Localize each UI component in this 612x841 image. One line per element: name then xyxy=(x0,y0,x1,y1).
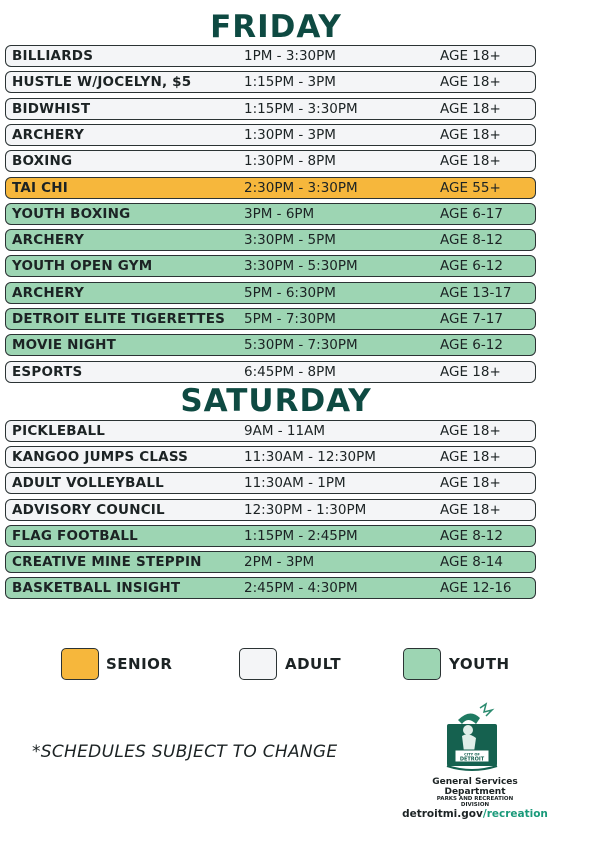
activity-time: 5PM - 6:30PM xyxy=(244,284,336,301)
activity-name: FLAG FOOTBALL xyxy=(12,527,138,544)
activity-age: AGE 55+ xyxy=(440,179,501,196)
schedule-row xyxy=(5,308,536,330)
activity-age: AGE 8-12 xyxy=(440,232,503,249)
activity-age: AGE 18+ xyxy=(440,475,501,492)
website-domain[interactable]: detroitmi.gov xyxy=(402,808,483,820)
activity-name: ARCHERY xyxy=(12,284,85,301)
activity-time: 12:30PM - 1:30PM xyxy=(244,501,367,518)
activity-age: AGE 7-17 xyxy=(440,311,503,327)
schedule-row xyxy=(5,71,536,93)
schedule-row xyxy=(5,499,536,521)
activity-time: 1PM - 3:30PM xyxy=(244,48,336,64)
department-line-1: General Services xyxy=(432,777,518,787)
activity-name: TAI CHI xyxy=(12,179,68,196)
youth-label: YOUTH xyxy=(449,655,510,673)
activity-name: BIDWHIST xyxy=(12,100,91,117)
activity-time: 11:30AM - 12:30PM xyxy=(244,449,376,466)
activity-time: 5PM - 7:30PM xyxy=(244,311,336,327)
activity-name: KANGOO JUMPS CLASS xyxy=(12,449,189,466)
schedule-row xyxy=(5,577,536,599)
activity-name: YOUTH OPEN GYM xyxy=(12,258,153,275)
activity-time: 5:30PM - 7:30PM xyxy=(244,337,358,354)
activity-name: MOVIE NIGHT xyxy=(12,337,117,354)
activity-time: 2PM - 3PM xyxy=(244,554,315,570)
senior-label: SENIOR xyxy=(106,655,173,673)
activity-age: AGE 8-12 xyxy=(440,527,503,544)
schedule-row xyxy=(5,446,536,468)
schedule-row xyxy=(5,98,536,120)
activity-name: BILLIARDS xyxy=(12,48,94,64)
city-of-detroit-logo xyxy=(440,702,506,778)
activity-age: AGE 18+ xyxy=(440,100,501,117)
logo-text-detroit: DETROIT xyxy=(459,756,485,763)
schedule-row xyxy=(5,420,536,442)
senior-swatch xyxy=(61,648,99,680)
activity-age: AGE 18+ xyxy=(440,363,501,380)
adult-label: ADULT xyxy=(285,655,342,673)
activity-name: HUSTLE W/JOCELYN, $5 xyxy=(12,74,192,91)
activity-time: 3:30PM - 5:30PM xyxy=(244,258,358,275)
schedule-row xyxy=(5,525,536,547)
activity-age: AGE 6-12 xyxy=(440,337,503,354)
activity-age: AGE 18+ xyxy=(440,423,501,439)
activity-age: AGE 18+ xyxy=(440,153,501,170)
activity-age: AGE 18+ xyxy=(440,501,501,518)
activity-age: AGE 18+ xyxy=(440,449,501,466)
logo-text: CITY OF xyxy=(464,752,480,757)
activity-time: 1:30PM - 3PM xyxy=(244,126,336,143)
friday-heading: FRIDAY xyxy=(210,9,342,45)
activity-name: CREATIVE MINE STEPPIN xyxy=(12,554,202,570)
activity-time: 3PM - 6PM xyxy=(244,205,315,222)
division-line-2: DIVISION xyxy=(460,802,490,808)
activity-age: AGE 18+ xyxy=(440,74,501,91)
schedule-row xyxy=(5,334,536,356)
schedule-row xyxy=(5,177,536,199)
activity-time: 11:30AM - 1PM xyxy=(244,475,346,492)
activity-time: 1:15PM - 3PM xyxy=(244,74,336,91)
schedule-row xyxy=(5,124,536,146)
activity-age: AGE 18+ xyxy=(440,48,501,64)
activity-name: DETROIT ELITE TIGERETTES xyxy=(12,311,226,327)
schedule-row xyxy=(5,150,536,172)
schedule-row xyxy=(5,203,536,225)
schedule-row xyxy=(5,551,536,573)
activity-age: AGE 18+ xyxy=(440,126,501,143)
website-path[interactable]: /recreation xyxy=(482,808,548,820)
disclaimer: *SCHEDULES SUBJECT TO CHANGE xyxy=(32,742,338,762)
activity-time: 1:15PM - 2:45PM xyxy=(244,527,358,544)
schedule-row xyxy=(5,282,536,304)
schedule-row xyxy=(5,45,536,67)
youth-swatch xyxy=(403,648,441,680)
activity-age: AGE 6-12 xyxy=(440,258,503,275)
activity-time: 2:45PM - 4:30PM xyxy=(244,580,358,597)
saturday-heading: SATURDAY xyxy=(180,383,372,419)
department-line-2: Department xyxy=(444,787,506,797)
activity-name: PICKLEBALL xyxy=(12,423,106,439)
activity-age: AGE 8-14 xyxy=(440,554,503,570)
activity-time: 1:30PM - 8PM xyxy=(244,153,336,170)
activity-time: 3:30PM - 5PM xyxy=(244,232,336,249)
activity-time: 2:30PM - 3:30PM xyxy=(244,179,358,196)
division-line-1: PARKS AND RECREATION xyxy=(436,796,514,802)
activity-name: BASKETBALL INSIGHT xyxy=(12,580,181,597)
adult-swatch xyxy=(239,648,277,680)
activity-name: YOUTH BOXING xyxy=(12,205,131,222)
activity-name: ADULT VOLLEYBALL xyxy=(12,475,164,492)
activity-age: AGE 12-16 xyxy=(440,580,512,597)
website-link[interactable] xyxy=(400,808,550,820)
activity-name: ARCHERY xyxy=(12,126,85,143)
activity-age: AGE 6-17 xyxy=(440,205,503,222)
activity-age: AGE 13-17 xyxy=(440,284,512,301)
activity-name: ARCHERY xyxy=(12,232,85,249)
activity-name: ESPORTS xyxy=(12,363,83,380)
schedule-row xyxy=(5,361,536,383)
activity-name: ADVISORY COUNCIL xyxy=(12,501,165,518)
schedule-row xyxy=(5,255,536,277)
division-name xyxy=(400,796,550,808)
activity-name: BOXING xyxy=(12,153,73,170)
department-name xyxy=(400,777,550,797)
activity-time: 6:45PM - 8PM xyxy=(244,363,336,380)
activity-time: 1:15PM - 3:30PM xyxy=(244,100,358,117)
schedule-row xyxy=(5,472,536,494)
activity-time: 9AM - 11AM xyxy=(244,423,325,439)
schedule-row xyxy=(5,229,536,251)
